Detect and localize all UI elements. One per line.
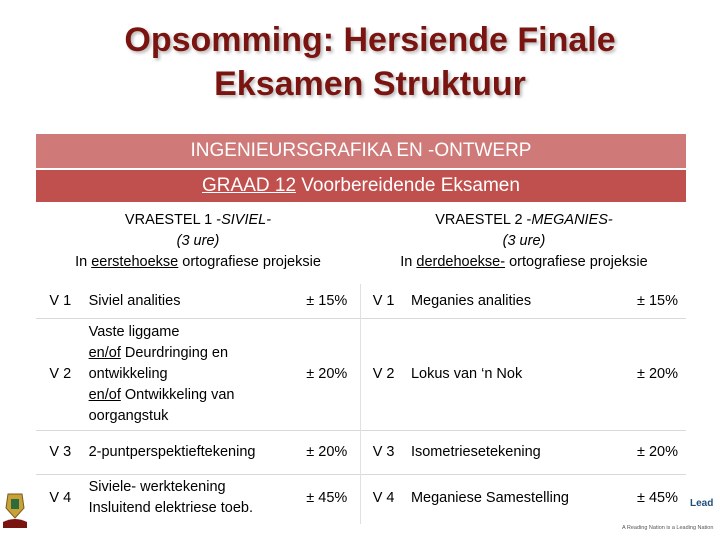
paper-2-duration-text: (3 ure) xyxy=(502,233,546,249)
lead-logo-icon xyxy=(686,486,720,526)
paper-2-question-code: V 4 xyxy=(372,490,395,507)
desc-line: Vaste liggame xyxy=(88,323,180,340)
coat-of-arms-logo xyxy=(0,488,30,532)
desc-connector: en/of xyxy=(88,344,121,361)
table-row xyxy=(36,430,686,474)
paper-2-projection-type: derdehoekse- xyxy=(416,254,506,270)
desc-line: ontwikkeling xyxy=(88,365,168,382)
footer-tagline: A Reading Nation is a Leading Nation xyxy=(622,525,714,531)
svg-text:Lead: Lead xyxy=(690,498,714,509)
paper-2-question-weight: ± 15% xyxy=(636,292,678,309)
paper-2-question-code: V 2 xyxy=(372,366,395,382)
paper-1-question-code: V 1 xyxy=(49,292,72,309)
table-row xyxy=(36,318,686,430)
table-row xyxy=(36,474,686,522)
paper-2-question-weight: ± 45% xyxy=(636,490,678,507)
paper-1-question-code: V 3 xyxy=(49,444,72,460)
desc-text: Deurdringing en xyxy=(120,344,229,361)
paper-2-name-plain: VRAESTEL 2 - xyxy=(435,212,532,228)
paper-2-header xyxy=(362,206,686,284)
desc-line xyxy=(89,343,290,364)
paper-1-duration-text: (3 ure) xyxy=(176,233,220,249)
paper-2-question-code: V 3 xyxy=(372,444,395,460)
paper-1-question-weight: ± 20% xyxy=(306,366,348,382)
title-line-1: Opsomming: Hersiende Finale xyxy=(124,21,616,59)
paper-2-question-weight: ± 20% xyxy=(636,366,678,382)
paper-2-question-desc: Meganies analities xyxy=(410,292,532,309)
paper-2-name xyxy=(362,206,686,231)
paper-1-projection-type: eerstehoekse xyxy=(91,254,179,270)
exam-structure-table xyxy=(36,284,686,522)
paper-1-question-weight: ± 20% xyxy=(306,444,348,460)
paper-2-question-desc: Isometriesetekening xyxy=(410,444,541,460)
grade-header xyxy=(36,170,686,202)
paper-2-name-italic: MEGANIES- xyxy=(531,212,613,228)
title-line-2: Eksamen Struktuur xyxy=(214,65,526,103)
slide-title xyxy=(40,18,700,106)
column-divider xyxy=(360,284,361,524)
desc-connector: en/of xyxy=(88,386,121,403)
paper-1-name-italic: SIVIEL- xyxy=(221,212,272,228)
desc-text: Ontwikkeling van xyxy=(120,386,235,403)
coat-of-arms-icon xyxy=(0,488,30,532)
exam-label: Voorbereidende Eksamen xyxy=(296,175,520,196)
reading-lead-logo xyxy=(686,486,720,540)
paper-2-question-desc: Lokus van ‘n Nok xyxy=(410,366,523,382)
paper-1-name-plain: VRAESTEL 1 - xyxy=(124,212,222,228)
paper-1-question-desc: 2-puntperspektieftekening xyxy=(88,444,256,460)
paper-1-question-code: V 4 xyxy=(49,490,72,507)
paper-1-question-desc: Siviel analities xyxy=(88,292,181,309)
paper-1-projection-prefix: In xyxy=(75,254,92,270)
paper-2-question-desc: Meganiese Samestelling xyxy=(410,490,569,507)
desc-line: oorgangstuk xyxy=(88,407,169,424)
desc-line xyxy=(89,385,290,406)
paper-1-name xyxy=(36,206,360,231)
table-row xyxy=(36,284,686,318)
paper-2-duration xyxy=(362,231,686,252)
paper-1-projection xyxy=(36,252,360,273)
paper-1-question-desc xyxy=(85,318,294,430)
paper-2-question-weight: ± 20% xyxy=(636,444,678,460)
paper-1-question-weight: ± 15% xyxy=(306,292,348,309)
subject-header: INGENIEURSGRAFIKA EN -ONTWERP xyxy=(36,134,686,168)
paper-1-header xyxy=(36,206,360,284)
paper-1-question-desc xyxy=(85,474,294,522)
paper-1-question-code: V 2 xyxy=(49,366,72,382)
desc-line: Siviele- werktekening xyxy=(88,479,226,496)
paper-1-duration xyxy=(36,231,360,252)
paper-2-projection xyxy=(362,252,686,273)
grade-label: GRAAD 12 xyxy=(202,175,297,196)
paper-2-projection-prefix: In xyxy=(400,254,417,270)
paper-2-projection-suffix: ortografiese projeksie xyxy=(505,254,648,270)
desc-line: Insluitend elektriese toeb. xyxy=(88,500,254,517)
paper-1-question-weight: ± 45% xyxy=(306,490,348,507)
paper-1-projection-suffix: ortografiese projeksie xyxy=(178,254,321,270)
paper-2-question-code: V 1 xyxy=(372,292,395,309)
